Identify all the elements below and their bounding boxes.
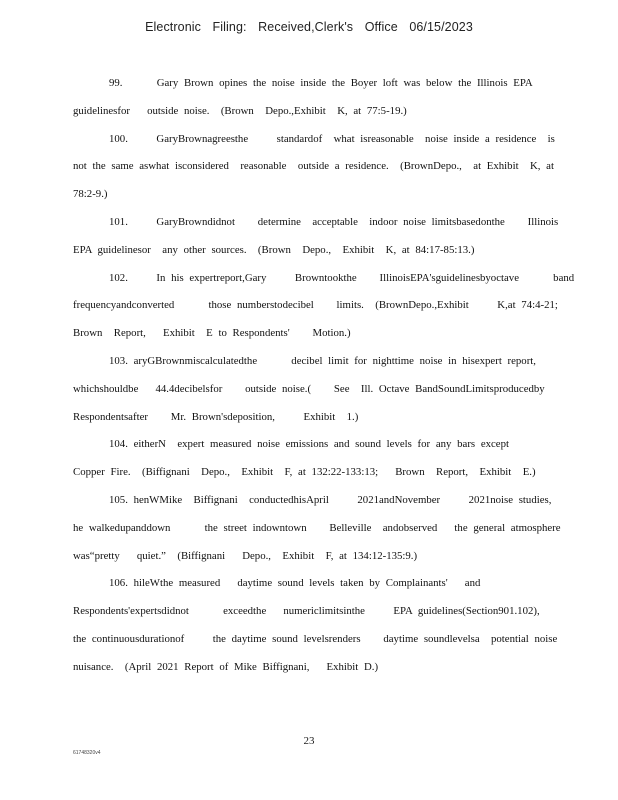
text-line: frequencyandconverted those numberstodecibel limits. (BrownDepo.,Exhibit K,at 74:4-21;	[73, 299, 558, 312]
text-line: Copper Fire. (Biffignani Depo., Exhibit F, at 132:22-133:13; Brown Report, Exhibit E.)	[73, 466, 536, 479]
text-line: he walkedupanddown the street indowntown Belleville andobserved the general atmosphere	[73, 521, 561, 534]
text-line: not the same aswhat isconsidered reasonable outside a residence. (BrownDepo., at Exhibit K, at	[73, 160, 554, 173]
text-line: Respondents'expertsdidnot exceedthe numericlimitsinthe EPA guidelines(Section901.102),	[73, 605, 540, 618]
text-line: nuisance. (April 2021 Report of Mike Biffignani, Exhibit D.)	[73, 660, 379, 673]
text-line: 102. In his expertreport,Gary Browntookthe IllinoisEPA'sguidelinesbyoctave band	[109, 271, 575, 284]
text-line: 99. Gary Brown opines the noise inside the Boyer loft was below the Illinois EPA	[109, 77, 533, 89]
text-line: was“pretty quiet.” (Biffignani Depo., Exhibit F, at 134:12-135:9.)	[73, 549, 418, 562]
text-line: the continuousdurationof the daytime sound levelsrenders daytime soundlevelsa potential noise	[73, 632, 558, 645]
document-id: 61748320v4	[73, 750, 101, 756]
text-line: guidelinesfor outside noise. (Brown Depo.,Exhibit K, at 77:5-19.)	[73, 104, 407, 117]
filing-header: Electronic Filing: Received,Clerk's Office 06/15/2023	[145, 20, 473, 34]
text-line: Brown Report, Exhibit E to Respondents' Motion.)	[73, 327, 351, 340]
text-line: 105. henWMike Biffignani conductedhisApril 2021andNovember 2021noise studies,	[109, 493, 552, 506]
text-line: 103. aryGBrownmiscalculatedthe decibel limit for nighttime noise in hisexpert report,	[109, 354, 536, 367]
text-line: whichshouldbe 44.4decibelsfor outside noise.( See Ill. Octave BandSoundLimitsproducedby	[73, 382, 545, 395]
text-line: 100. GaryBrownagreesthe standardof what isreasonable noise inside a residence is	[109, 132, 555, 145]
text-line: 101. GaryBrowndidnot determine acceptable indoor noise limitsbasedonthe Illinois	[109, 215, 559, 228]
page-number: 23	[303, 735, 315, 747]
text-line: 78:2-9.)	[73, 188, 108, 201]
text-line: Respondentsafter Mr. Brown'sdeposition, Exhibit 1.)	[73, 410, 359, 423]
document-body	[73, 70, 575, 682]
text-line: 104. eitherN expert measured noise emissions and sound levels for any bars except	[109, 438, 509, 451]
text-line: EPA guidelinesor any other sources. (Brown Depo., Exhibit K, at 84:17-85:13.)	[73, 243, 475, 256]
text-line: 106. hileWthe measured daytime sound levels taken by Complainants' and	[109, 577, 481, 590]
